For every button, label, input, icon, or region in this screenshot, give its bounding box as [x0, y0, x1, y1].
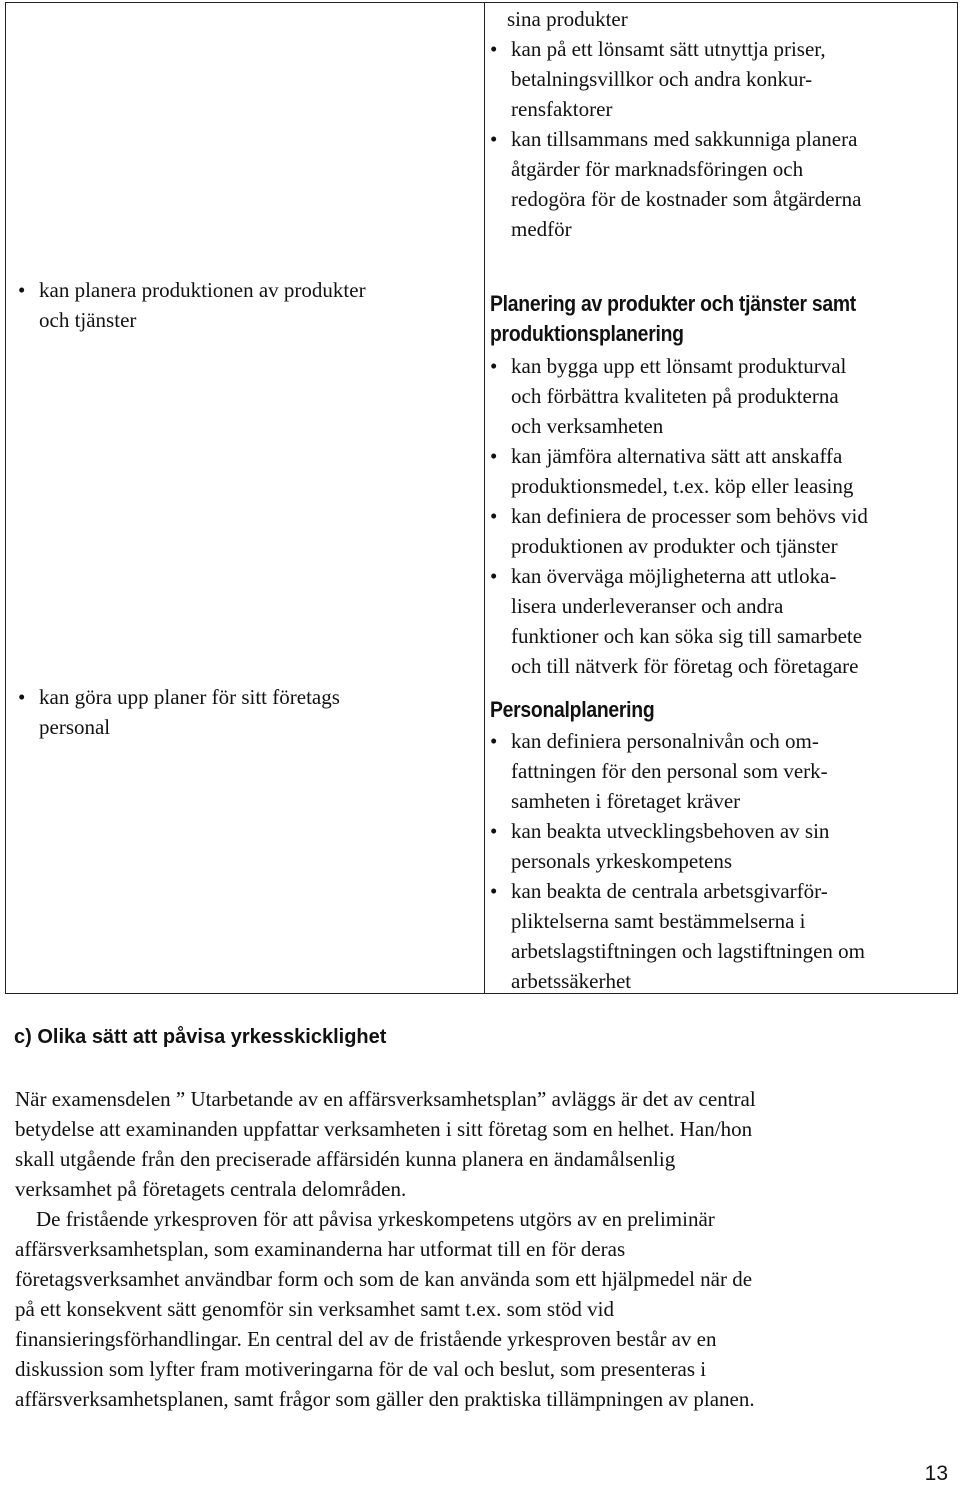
list-item-line: kan jämföra alternativa sätt att anskaffa: [511, 444, 843, 468]
list-item-line: personal: [39, 715, 111, 739]
page-number: 13: [924, 1462, 948, 1485]
paragraph-line: När examensdelen ” Utarbetande av en affärsverksamhetsplan” avläggs är det av central: [15, 1087, 756, 1111]
list-item-line: rensfaktorer: [511, 97, 613, 121]
list-item-line: och tjänster: [39, 308, 137, 332]
bullet-icon: •: [490, 504, 498, 528]
paragraph-line: betydelse att examinanden uppfattar verksamheten i sitt företag som en helhet. Han/hon: [15, 1117, 753, 1141]
list-item-line: kan definiera personalnivån och om-: [511, 729, 819, 753]
paragraph-line: skall utgående från den preciserade affärsidén kunna planera en ändamålsenlig: [15, 1147, 676, 1171]
list-item: [490, 34, 826, 124]
list-item-line: produktionsmedel, t.ex. köp eller leasing: [511, 474, 854, 498]
list-item: [490, 561, 862, 681]
list-item-line: och till nätverk för företag och företagare: [511, 654, 859, 678]
section-heading-personnel: Personalplanering: [490, 697, 655, 722]
list-item: [490, 816, 829, 876]
list-item: [18, 682, 340, 742]
list-item: [490, 876, 865, 996]
table-column-divider: [484, 3, 485, 993]
bullet-icon: •: [490, 819, 498, 843]
continuation-line: sina produkter: [507, 7, 628, 31]
list-item-line: betalningsvillkor och andra konkur-: [511, 67, 813, 91]
list-item-line: kan tillsammans med sakkunniga planera: [511, 127, 858, 151]
list-item-line: personals yrkeskompetens: [511, 849, 733, 873]
paragraph-line: finansieringsförhandlingar. En central del av de fristående yrkesproven består av en: [15, 1327, 717, 1351]
list-item-line: lisera underleveranser och andra: [511, 594, 784, 618]
list-item-line: kan planera produktionen av produkter: [39, 278, 366, 302]
bullet-icon: •: [490, 127, 498, 151]
list-item-line: kan beakta de centrala arbetsgivarför-: [511, 879, 828, 903]
list-item-line: kan bygga upp ett lönsamt produkturval: [511, 354, 847, 378]
list-item: [490, 351, 846, 441]
bullet-icon: •: [490, 444, 498, 468]
paragraph-line: affärsverksamhetsplan, som examinanderna har utformat till en för deras: [15, 1237, 626, 1261]
list-item-line: och förbättra kvaliteten på produkterna: [511, 384, 839, 408]
list-item-line: funktioner och kan söka sig till samarbete: [511, 624, 863, 648]
list-item-line: kan göra upp planer för sitt företags: [39, 685, 340, 709]
paragraph-line: affärsverksamhetsplanen, samt frågor som gäller den praktiska tillämpningen av planen.: [15, 1387, 755, 1411]
bullet-icon: •: [18, 278, 26, 302]
list-item-line: samheten i företaget kräver: [511, 789, 741, 813]
paragraph-line: på ett konsekvent sätt genomför sin verksamhet samt t.ex. som stöd vid: [15, 1297, 614, 1321]
list-item-line: kan beakta utvecklingsbehoven av sin: [511, 819, 830, 843]
paragraph-line: verksamhet på företagets centrala delområden.: [15, 1177, 407, 1201]
list-item: [18, 275, 366, 335]
list-item-line: åtgärder för marknadsföringen och: [511, 157, 804, 181]
list-item-line: produktionen av produkter och tjänster: [511, 534, 838, 558]
paragraph-line: företagsverksamhet användbar form och som de kan använda som ett hjälpmedel när de: [15, 1267, 753, 1291]
list-item-line: pliktelserna samt bestämmelserna i: [511, 909, 806, 933]
list-item-line: och verksamheten: [511, 414, 664, 438]
competence-table: [5, 2, 958, 994]
list-item-line: kan på ett lönsamt sätt utnyttja priser,: [511, 37, 826, 61]
section-heading-production: produktionsplanering: [490, 321, 684, 346]
bullet-icon: •: [490, 37, 498, 61]
bullet-icon: •: [490, 729, 498, 753]
bullet-icon: •: [18, 685, 26, 709]
list-item-line: kan definiera de processer som behövs vid: [511, 504, 868, 528]
section-c-heading: c) Olika sätt att påvisa yrkesskicklighet: [14, 1026, 387, 1048]
paragraph-line: diskussion som lyfter fram motiveringarna för de val och beslut, som presenteras i: [15, 1357, 707, 1381]
bullet-icon: •: [490, 564, 498, 588]
section-heading-production: Planering av produkter och tjänster samt: [490, 291, 856, 316]
list-item-line: kan överväga möjligheterna att utloka-: [511, 564, 837, 588]
list-item-line: redogöra för de kostnader som åtgärderna: [511, 187, 862, 211]
list-item: [490, 501, 868, 561]
bullet-icon: •: [490, 879, 498, 903]
list-item-line: fattningen för den personal som verk-: [511, 759, 828, 783]
list-item: [490, 124, 861, 244]
list-item-line: arbetslagstiftningen och lagstiftningen om: [511, 939, 866, 963]
list-item-line: medför: [511, 217, 572, 241]
list-item-line: arbetssäkerhet: [511, 969, 632, 993]
bullet-icon: •: [490, 354, 498, 378]
list-item: [490, 726, 828, 816]
list-item: [490, 441, 853, 501]
paragraph-line: De fristående yrkesproven för att påvisa yrkeskompetens utgörs av en preliminär: [15, 1207, 715, 1231]
